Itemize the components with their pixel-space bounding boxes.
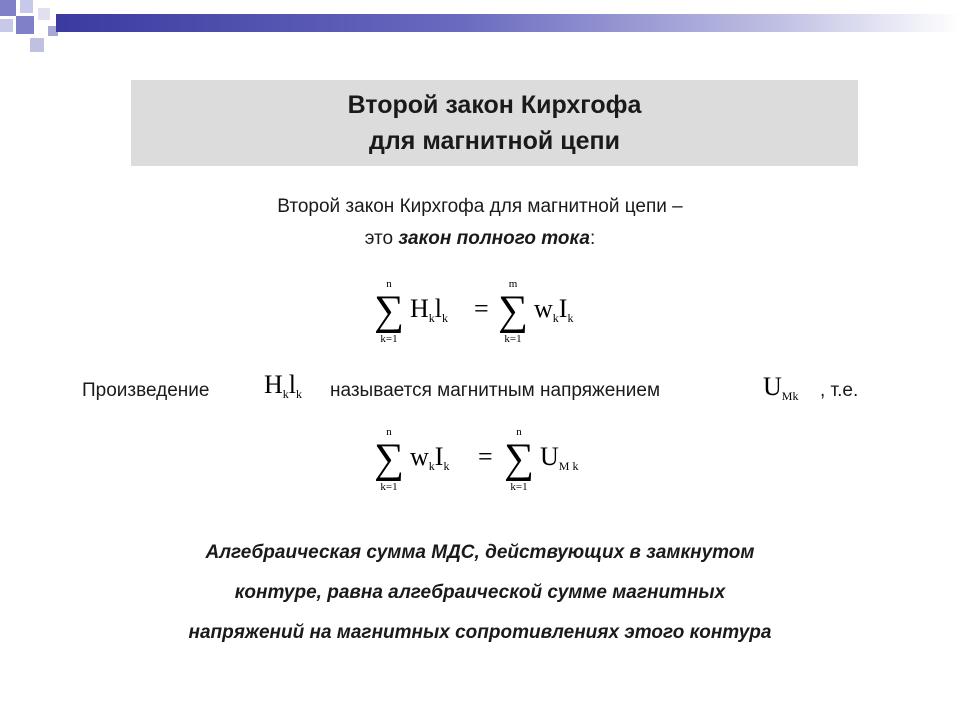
subscript-k: k [567, 311, 574, 325]
sum-lower-limit: k=1 [504, 333, 522, 345]
intro-prefix: это [364, 228, 399, 249]
magnetic-voltage-product [264, 370, 302, 409]
intro-text: Второй закон Кирхгофа для магнитной цепи – [277, 196, 683, 217]
symbol-u: U [540, 442, 559, 471]
intro-line-1 [0, 196, 960, 218]
intro-suffix: : [589, 228, 596, 249]
formula-rhs-term [540, 442, 578, 481]
symbol-u: U [763, 372, 782, 401]
formula-mmf-equals-voltage [370, 426, 610, 506]
symbol-w: w [534, 294, 553, 323]
decor-square [38, 8, 50, 20]
sum-lower-limit: k=1 [510, 481, 528, 493]
decor-square [0, 0, 16, 16]
equals-sign: = [478, 442, 493, 471]
subscript-k: k [428, 459, 435, 473]
symbol-h: H [410, 294, 429, 323]
conclusion-line-2: контуре, равна алгебраической сумме магнитных [234, 582, 726, 603]
subscript-mk: M k [558, 459, 579, 473]
subscript-mk: Mk [781, 389, 799, 403]
symbol-w: w [410, 442, 429, 471]
formula-rhs-term [534, 294, 573, 333]
formula-kirchhoff-second-law [370, 278, 610, 358]
product-word: Произведение [82, 380, 210, 401]
slide-title [131, 80, 858, 166]
sum-lower-limit: k=1 [380, 333, 398, 345]
subscript-k: k [282, 387, 289, 401]
sigma-icon: ∑ [498, 288, 528, 334]
sum-lower-limit: k=1 [380, 481, 398, 493]
header-gradient-bar [56, 14, 960, 32]
summation-sign [374, 278, 404, 346]
symbol-l: l [288, 370, 297, 399]
subscript-k: k [296, 387, 303, 401]
full-current-law-term: закон полного тока [398, 228, 590, 249]
subscript-k: k [442, 311, 449, 325]
sum-upper-limit: n [516, 426, 522, 438]
formula-lhs-term [410, 294, 448, 333]
intro-line-2 [0, 228, 960, 250]
summation-sign [504, 426, 534, 494]
product-suffix: , т.е. [820, 380, 859, 401]
subscript-k: k [428, 311, 435, 325]
decor-square [0, 19, 13, 32]
decor-square [16, 16, 34, 34]
formula-lhs-term [410, 442, 449, 481]
magnetic-voltage-symbol [763, 372, 798, 411]
sum-upper-limit: m [508, 278, 518, 290]
decor-square [30, 38, 44, 52]
product-description: называется магнитным напряжением [330, 380, 661, 401]
symbol-i: I [434, 442, 444, 471]
subscript-k: k [552, 311, 559, 325]
summation-sign [498, 278, 528, 346]
conclusion-line-3: напряжений на магнитных сопротивлениях этого контура [188, 622, 772, 643]
decor-square [20, 0, 33, 13]
sigma-icon: ∑ [504, 436, 534, 482]
conclusion-line-1: Алгебраическая сумма МДС, действующих в замкнутом [205, 542, 755, 563]
symbol-i: I [558, 294, 568, 323]
symbol-h: H [264, 370, 283, 399]
sum-upper-limit: n [386, 278, 392, 290]
sigma-icon: ∑ [374, 436, 404, 482]
title-line-2: для магнитной цепи [369, 127, 620, 155]
summation-sign [374, 426, 404, 494]
equals-sign: = [474, 294, 489, 323]
sum-upper-limit: n [386, 426, 392, 438]
sigma-icon: ∑ [374, 288, 404, 334]
title-line-1: Второй закон Кирхгофа [347, 91, 642, 119]
subscript-k: k [443, 459, 450, 473]
symbol-l: l [434, 294, 443, 323]
